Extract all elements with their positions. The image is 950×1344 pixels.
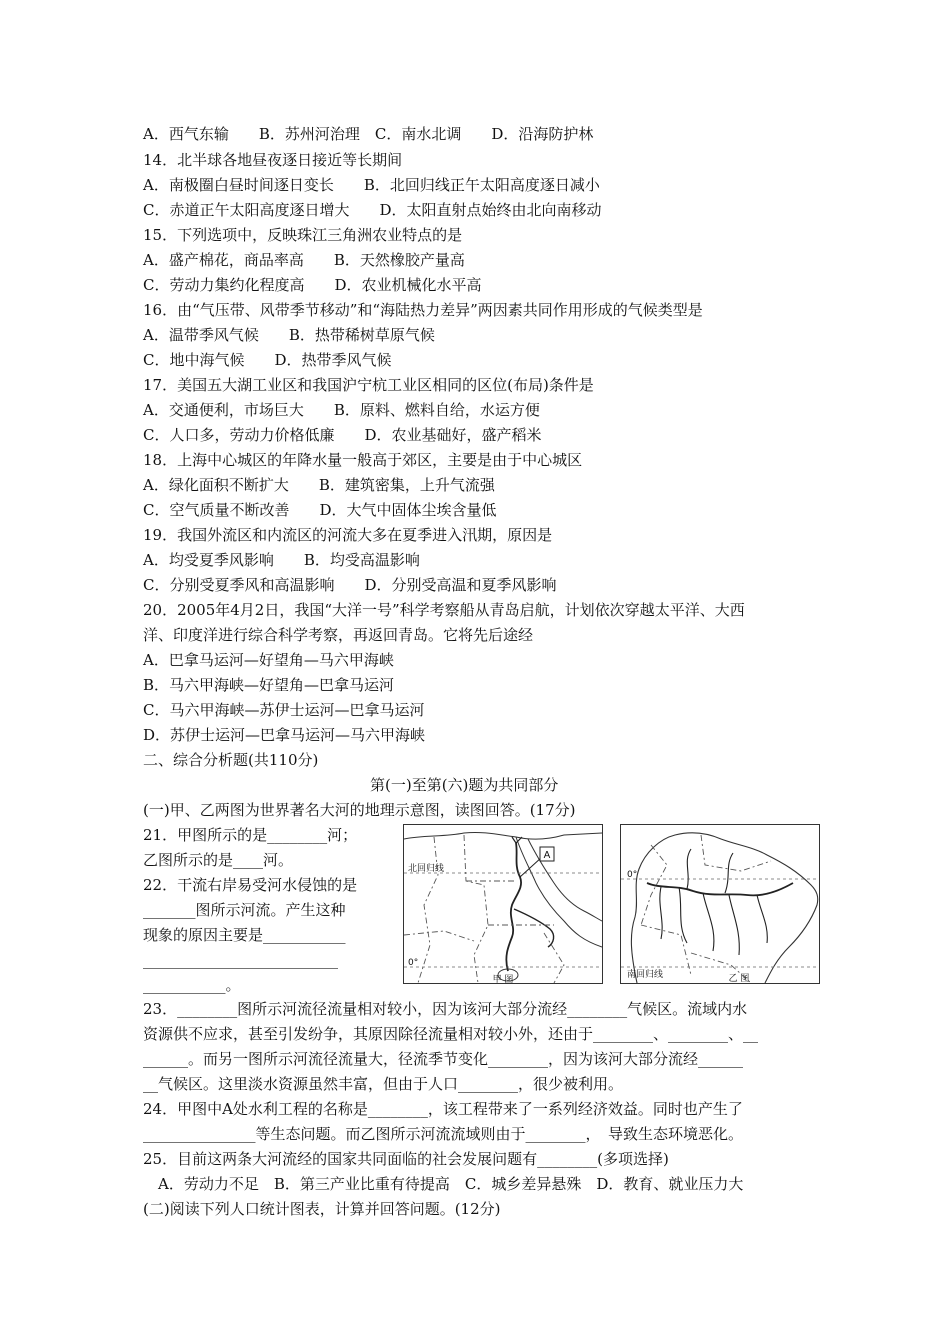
map-jia-tropic-label: 北回归线	[408, 864, 445, 874]
common-part-heading: 第(一)至第(六)题为共同部分	[370, 776, 559, 794]
q16-options-cd: C．地中海气候 D．热带季风气候	[143, 351, 392, 369]
q16-options-ab: A．温带季风气候 B．热带稀树草原气候	[143, 326, 435, 344]
q14-stem: 14．北半球各地昼夜逐日接近等长期间	[143, 151, 403, 169]
q18-stem: 18．上海中心城区的年降水量一般高于郊区，主要是由于中心城区	[143, 451, 583, 469]
map-yi-equator-label: 0°	[627, 870, 638, 880]
q19-options-ab: A．均受夏季风影响 B．均受高温影响	[143, 551, 420, 569]
q20-option-a: A．巴拿马运河—好望角—马六甲海峡	[143, 651, 394, 669]
map-jia	[403, 824, 603, 984]
q23-line-2: 资源供不应求，甚至引发纷争，其原因除径流量相对较小外，还由于________、________、__	[143, 1025, 759, 1043]
q24-line-2: _______________等生态问题。而乙图所示河流流域则由于________， 导致生态环境恶化。	[143, 1125, 744, 1143]
map-jia-point-a-label: A	[543, 850, 551, 861]
q14-options-cd: C．赤道正午太阳高度逐日增大 D．太阳直射点始终由北向南移动	[143, 201, 602, 219]
q20-option-b: B．马六甲海峡—好望角—巴拿马运河	[143, 676, 395, 694]
q14-options-ab: A．南极圈白昼时间逐日变长 B．北回归线正午太阳高度逐日减小	[143, 176, 600, 194]
map-yi-drawing	[621, 825, 819, 983]
map-yi-caption: 乙 图	[728, 974, 750, 983]
q25-options: A．劳动力不足 B．第三产业比重有待提高 C．城乡差异悬殊 D．教育、就业压力大	[143, 1175, 744, 1193]
q25-stem: 25．目前这两条大河流经的国家共同面临的社会发展问题有________(多项选择)	[143, 1150, 669, 1168]
q17-stem: 17．美国五大湖工业区和我国沪宁杭工业区相同的区位(布局)条件是	[143, 376, 594, 394]
q19-stem: 19．我国外流区和内流区的河流大多在夏季进入汛期，原因是	[143, 526, 553, 544]
q17-options-cd: C．人口多，劳动力价格低廉 D．农业基础好，盛产稻米	[143, 426, 542, 444]
q21-line-1: 21．甲图所示的是________河；	[143, 826, 358, 844]
q22-line-2: _______图所示河流。产生这种	[143, 901, 346, 919]
map-yi-tropic-label: 南回归线	[627, 970, 664, 980]
q15-options-cd: C．劳动力集约化程度高 D．农业机械化水平高	[143, 276, 482, 294]
q15-stem: 15．下列选项中，反映珠江三角洲农业特点的是	[143, 226, 463, 244]
q23-line-3: ______。而另一图所示河流径流量大，径流季节变化________，因为该河大部分流经______	[143, 1050, 744, 1068]
q20-option-c: C．马六甲海峡—苏伊士运河—巴拿马运河	[143, 701, 425, 719]
q22-line-3: 现象的原因主要是___________	[143, 926, 346, 944]
q19-options-cd: C．分别受夏季风和高温影响 D．分别受高温和夏季风影响	[143, 576, 557, 594]
q23-line-4: __气候区。这里淡水资源虽然丰富，但由于人口________，很少被利用。	[143, 1075, 624, 1093]
q20-stem-1: 20．2005年4月2日，我国“大洋一号”科学考察船从青岛启航，计划依次穿越太平洋、大西	[143, 601, 745, 619]
q22-line-4: __________________________	[143, 951, 338, 969]
q20-option-d: D．苏伊士运河—巴拿马运河—马六甲海峡	[143, 726, 426, 744]
map-jia-drawing	[404, 825, 602, 983]
q18-options-cd: C．空气质量不断改善 D．大气中固体尘埃含量低	[143, 501, 497, 519]
q15-options-ab: A．盛产棉花，商品率高 B．天然橡胶产量高	[143, 251, 465, 269]
q20-stem-2: 洋、印度洋进行综合科学考察，再返回青岛。它将先后途经	[143, 626, 534, 644]
q18-options-ab: A．绿化面积不断扩大 B．建筑密集，上升气流强	[143, 476, 495, 494]
q21-line-2: 乙图所示的是____河。	[143, 851, 294, 869]
q22-line-5: ___________。	[143, 976, 241, 994]
q17-options-ab: A．交通便利，市场巨大 B．原料、燃料自给，水运方便	[143, 401, 540, 419]
part-2-intro: (二)阅读下列人口统计图表，计算并回答问题。(12分)	[143, 1200, 501, 1218]
q16-stem: 16．由“气压带、风带季节移动”和“海陆热力差异”两因素共同作用形成的气候类型是	[143, 301, 703, 319]
section-2-heading: 二、综合分析题(共110分)	[143, 751, 319, 769]
q13-options: A．西气东输 B．苏州河治理 C．南水北调 D．沿海防护林	[143, 125, 594, 143]
q24-line-1: 24．甲图中A处水利工程的名称是________，该工程带来了一系列经济效益。同时也产生了	[143, 1100, 743, 1118]
q23-line-1: 23．________图所示河流径流量相对较小，因为该河大部分流经________气候区。流域内水	[143, 1000, 748, 1018]
part-1-intro: (一)甲、乙两图为世界著名大河的地理示意图，读图回答。(17分)	[143, 801, 576, 819]
map-jia-equator-label: 0°	[408, 958, 419, 968]
q22-line-1: 22．干流右岸易受河水侵蚀的是	[143, 876, 358, 894]
map-yi	[620, 824, 820, 984]
map-jia-caption: 甲 图	[492, 975, 514, 983]
